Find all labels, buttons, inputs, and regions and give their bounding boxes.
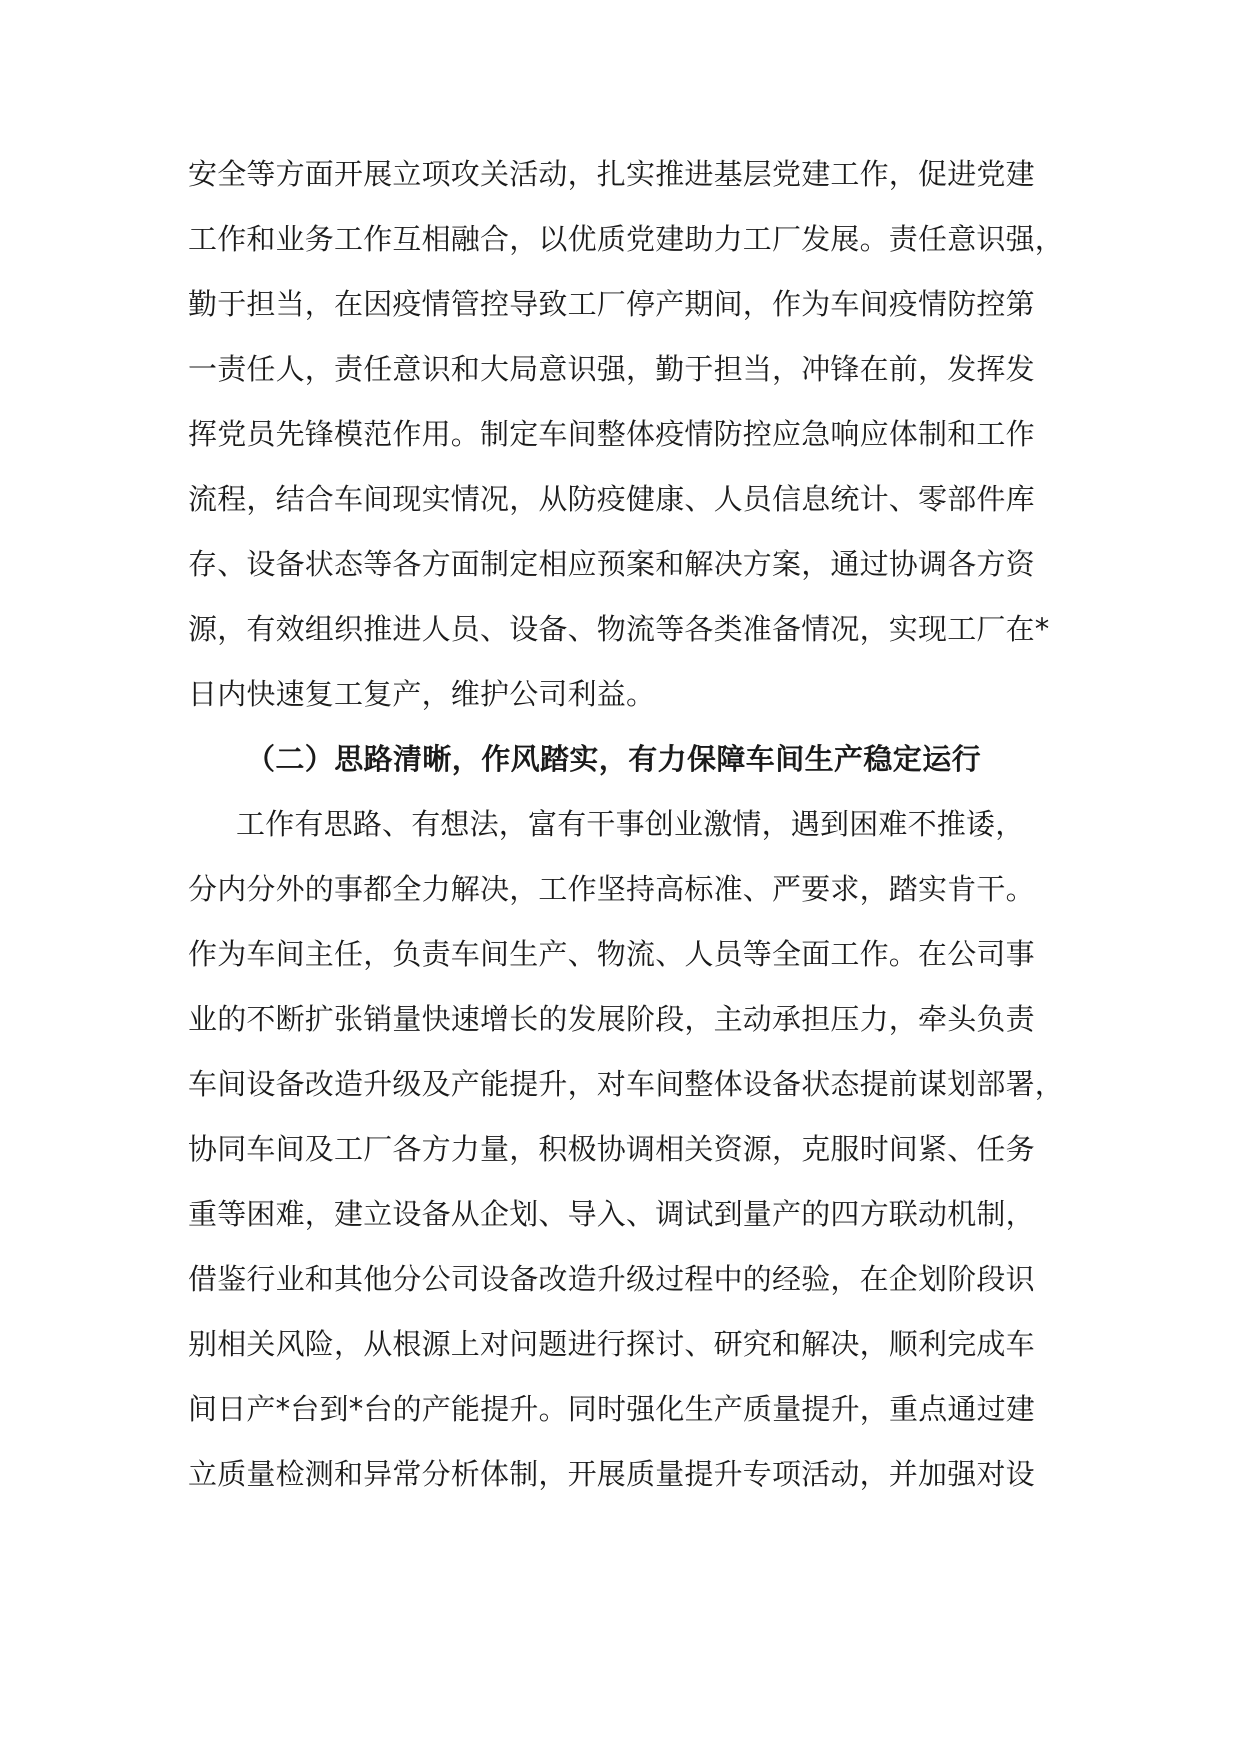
paragraph-2-line-1: 工作有思路、有想法，富有干事创业激情，遇到困难不推诿， xyxy=(236,807,1025,841)
paragraph-1-line-9: 日内快速复工复产，维护公司利益。 xyxy=(188,677,656,711)
document-body xyxy=(188,142,1068,1507)
paragraph-2-line-11: 立质量检测和异常分析体制，开展质量提升专项活动，并加强对设 xyxy=(188,1457,1035,1491)
paragraph-1-line-2: 工作和业务工作互相融合，以优质党建助力工厂发展。责任意识强， xyxy=(188,222,1065,256)
paragraph-2-line-9: 别相关风险，从根源上对问题进行探讨、研究和解决，顺利完成车 xyxy=(188,1327,1035,1361)
paragraph-2-line-10: 间日产*台到*台的产能提升。同时强化生产质量提升，重点通过建 xyxy=(188,1392,1036,1426)
paragraph-1-line-6: 流程，结合车间现实情况，从防疫健康、人员信息统计、零部件库 xyxy=(188,482,1035,516)
paragraph-1-line-1: 安全等方面开展立项攻关活动，扎实推进基层党建工作，促进党建 xyxy=(188,157,1035,191)
paragraph-1-line-7: 存、设备状态等各方面制定相应预案和解决方案，通过协调各方资 xyxy=(188,547,1035,581)
paragraph-2-line-3: 作为车间主任，负责车间生产、物流、人员等全面工作。在公司事 xyxy=(188,937,1035,971)
paragraph-2-line-4: 业的不断扩张销量快速增长的发展阶段，主动承担压力，牵头负责 xyxy=(188,1002,1035,1036)
paragraph-2-line-5: 车间设备改造升级及产能提升，对车间整体设备状态提前谋划部署， xyxy=(188,1067,1065,1101)
paragraph-2-line-2: 分内分外的事都全力解决，工作坚持高标准、严要求，踏实肯干。 xyxy=(188,872,1035,906)
section-heading: （二）思路清晰，作风踏实，有力保障车间生产稳定运行 xyxy=(246,742,982,776)
paragraph-1-line-3: 勤于担当，在因疫情管控导致工厂停产期间，作为车间疫情防控第 xyxy=(188,287,1035,321)
paragraph-1-line-5: 挥党员先锋模范作用。制定车间整体疫情防控应急响应体制和工作 xyxy=(188,417,1035,451)
paragraph-2-line-6: 协同车间及工厂各方力量，积极协调相关资源，克服时间紧、任务 xyxy=(188,1132,1035,1166)
paragraph-1-line-4: 一责任人，责任意识和大局意识强，勤于担当，冲锋在前，发挥发 xyxy=(188,352,1035,386)
paragraph-2-line-8: 借鉴行业和其他分公司设备改造升级过程中的经验，在企划阶段识 xyxy=(188,1262,1035,1296)
paragraph-2-line-7: 重等困难，建立设备从企划、导入、调试到量产的四方联动机制， xyxy=(188,1197,1035,1231)
paragraph-1-line-8: 源，有效组织推进人员、设备、物流等各类准备情况，实现工厂在* xyxy=(188,612,1050,646)
